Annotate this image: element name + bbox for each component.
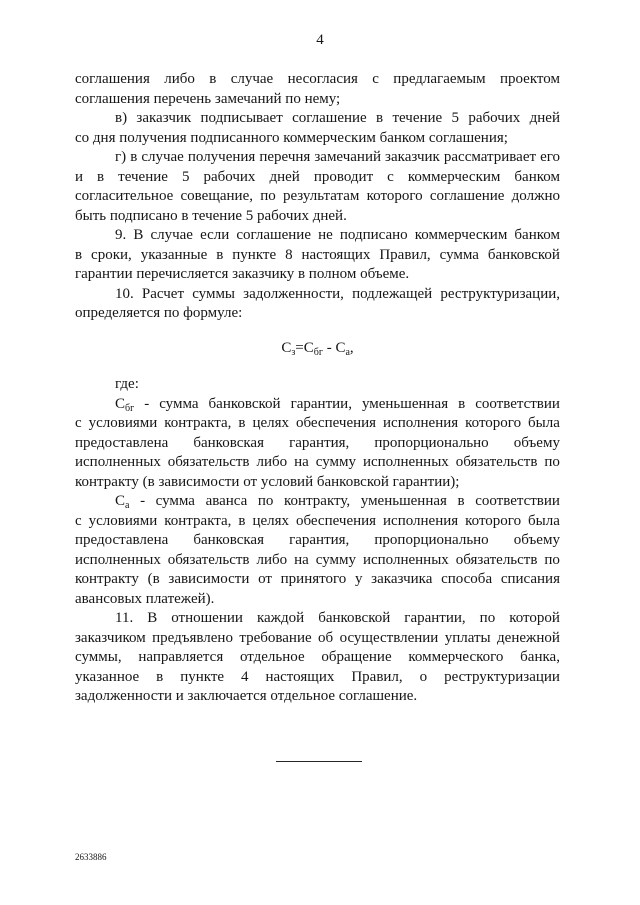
- word: подлежащей: [352, 285, 433, 302]
- word: обязательств: [455, 454, 538, 470]
- word: Правил,: [351, 668, 403, 685]
- word: в: [457, 493, 465, 509]
- word: у: [354, 571, 363, 587]
- word: в: [376, 110, 384, 126]
- word: течение: [118, 168, 168, 185]
- word: заказчик: [385, 149, 440, 165]
- word: по: [260, 188, 276, 204]
- paragraph-item-10: [75, 285, 560, 324]
- word: Правил,: [379, 246, 431, 263]
- word: гарантии,: [290, 395, 352, 412]
- document-id: 2633886: [75, 852, 107, 862]
- word: уменьшенная: [361, 395, 449, 412]
- word: которого: [465, 415, 522, 431]
- word: 10.: [115, 285, 134, 302]
- word: с: [372, 71, 379, 87]
- word: банковской: [487, 246, 560, 263]
- text-line: [75, 473, 560, 493]
- word: исполнения: [383, 512, 459, 529]
- word: была: [528, 512, 560, 529]
- word: контракта,: [164, 512, 232, 529]
- word: гарантия,: [289, 532, 350, 548]
- word: в: [216, 246, 224, 263]
- word: контракту: [75, 571, 139, 587]
- symbol-letter: С: [115, 493, 126, 509]
- word: обеспечения: [295, 512, 377, 529]
- word: указанное: [75, 668, 140, 685]
- word: его: [540, 149, 560, 165]
- word: предоставлена: [75, 532, 169, 548]
- text-line: [75, 551, 560, 571]
- text-line: [75, 434, 560, 454]
- word: о: [419, 668, 428, 685]
- word: сумма: [439, 246, 479, 263]
- text-line: [75, 129, 560, 149]
- paragraph-item-g: [75, 148, 560, 226]
- word: либо: [256, 454, 288, 470]
- word: В: [147, 610, 158, 626]
- page-number: 4: [316, 32, 324, 48]
- word: с: [75, 415, 82, 431]
- word: условиями: [88, 512, 158, 529]
- line-text: авансовых платежей).: [75, 590, 215, 607]
- word: которого: [366, 188, 423, 204]
- symbol-letter: С: [115, 395, 126, 412]
- text-line: [75, 648, 560, 668]
- definition-advance-sum: [75, 492, 560, 609]
- word: в: [209, 71, 217, 87]
- word: соглашения: [75, 71, 150, 87]
- word: по: [544, 551, 560, 568]
- word: соответствии: [475, 493, 560, 509]
- word: сроки,: [91, 246, 132, 263]
- word: с: [75, 512, 82, 529]
- word: уменьшенная: [360, 493, 447, 509]
- word: отдельное: [239, 649, 305, 665]
- text-line: [75, 168, 560, 188]
- formula: [75, 339, 560, 359]
- paragraph-remarks-continuation: [75, 70, 560, 109]
- text-line: [75, 148, 560, 168]
- word: банка,: [520, 649, 560, 665]
- word: подписывает: [200, 110, 283, 126]
- word: по: [544, 454, 560, 470]
- word: исполнения: [383, 415, 459, 431]
- word: дней: [269, 168, 300, 185]
- word: суммы,: [75, 649, 122, 665]
- word: контракта,: [164, 415, 232, 431]
- text-line: [75, 414, 560, 434]
- word: списания: [500, 571, 560, 587]
- word: в): [115, 110, 128, 126]
- word: направляется: [138, 649, 224, 665]
- text-line: [75, 304, 560, 324]
- text-line: [75, 187, 560, 207]
- word: которого: [465, 512, 522, 529]
- word: исполненных: [362, 551, 449, 568]
- line-text: быть подписано в течение 5 рабочих дней.: [75, 207, 347, 224]
- word: 9.: [115, 227, 127, 243]
- word: дней: [529, 110, 560, 126]
- word: сумма: [155, 493, 195, 509]
- word: банком: [514, 227, 560, 243]
- word: была: [528, 415, 560, 431]
- word: совещание,: [180, 188, 253, 204]
- word: которой: [509, 610, 560, 626]
- formula-part: =С: [295, 339, 314, 356]
- word: по: [257, 493, 274, 509]
- word: денежной: [497, 629, 560, 646]
- definition-bank-guarantee-sum: [75, 395, 560, 493]
- word: осуществлении: [339, 629, 439, 646]
- word: рабочих: [468, 110, 521, 126]
- word: в: [130, 149, 138, 165]
- text-line: [75, 629, 560, 649]
- word: на: [294, 454, 309, 470]
- word: пункте: [232, 246, 277, 263]
- word: от: [258, 571, 272, 587]
- word: банковская: [193, 532, 264, 548]
- word: гарантия,: [289, 434, 350, 451]
- word: исполненных: [75, 551, 161, 568]
- word: В: [133, 227, 144, 243]
- text-line: [75, 265, 560, 285]
- formula-subscript: бг: [313, 346, 323, 358]
- word: 8: [285, 246, 293, 263]
- text-line: [75, 226, 560, 246]
- word: предоставлена: [75, 434, 169, 451]
- definition-symbol: [115, 492, 129, 512]
- formula-part: С: [281, 339, 292, 356]
- word: обязательств: [167, 454, 250, 470]
- word: пропорционально: [374, 434, 489, 451]
- word: целях: [252, 415, 290, 431]
- paragraph-item-v: [75, 109, 560, 148]
- word: каждой: [256, 610, 305, 626]
- formula-part: ,: [349, 339, 354, 356]
- word: результатам: [282, 188, 360, 204]
- word: в: [238, 415, 246, 431]
- word: пункте: [180, 668, 225, 685]
- line-text: соглашения перечень замечаний по нему;: [75, 90, 341, 107]
- word: указанные: [140, 246, 208, 263]
- word: об: [318, 629, 334, 646]
- line-text: задолженности и заключается отдельное соглашение.: [75, 688, 418, 704]
- word: требование: [239, 629, 312, 646]
- word: коммерческого: [408, 649, 504, 665]
- text-line: [75, 70, 560, 90]
- word: 5: [181, 168, 190, 185]
- word: -: [140, 493, 146, 509]
- definition-symbol: [115, 395, 134, 415]
- word: банком: [514, 168, 560, 185]
- word: способа: [441, 571, 493, 587]
- text-line: [75, 90, 560, 110]
- word: (в: [147, 571, 160, 587]
- word: в: [238, 512, 246, 529]
- word: перечня: [259, 149, 311, 165]
- word: -: [144, 395, 150, 412]
- word: исполненных: [362, 454, 449, 470]
- word: реструктуризации: [444, 668, 560, 685]
- word: согласительное: [75, 188, 174, 204]
- word: должно: [511, 188, 560, 204]
- word: 4: [241, 668, 249, 685]
- word: суммы: [192, 285, 236, 302]
- paragraph-item-11: [75, 609, 560, 707]
- word: в: [97, 168, 105, 185]
- text-line: [75, 668, 560, 688]
- word: в: [75, 246, 83, 263]
- word: рассматривает: [443, 149, 537, 165]
- word: соглашение: [429, 188, 505, 204]
- word: 5: [451, 110, 460, 126]
- word: либо: [164, 71, 195, 87]
- word: проектом: [499, 71, 560, 87]
- word: сумма: [159, 395, 199, 412]
- word: предлагаемым: [393, 71, 486, 87]
- formula-part: - С: [322, 339, 346, 356]
- word: обращение: [321, 649, 392, 665]
- word: в: [458, 395, 466, 412]
- word: гарантии,: [404, 610, 466, 626]
- word: не: [318, 227, 333, 243]
- word: если: [200, 227, 230, 243]
- word: предъявлено: [152, 629, 233, 646]
- word: уплаты: [444, 629, 491, 646]
- where-label: где:: [115, 376, 139, 392]
- word: заказчиком: [75, 629, 146, 646]
- text-line: [75, 609, 560, 629]
- word: по: [479, 610, 496, 626]
- word: сумму: [315, 454, 356, 470]
- word: контракту,: [284, 493, 351, 509]
- symbol-subscript: а: [125, 500, 130, 511]
- word: объему: [513, 434, 560, 451]
- line-text: со дня получения подписанного коммерческим банком соглашения;: [75, 129, 508, 146]
- word: заказчик: [136, 110, 192, 126]
- text-line: [75, 246, 560, 266]
- text-line: [75, 395, 560, 415]
- word: на: [294, 551, 309, 568]
- word: условиями: [88, 415, 158, 431]
- word: целях: [252, 512, 290, 529]
- word: Расчет: [141, 285, 185, 302]
- line-text: контракту (в зависимости от условий банковской гарантии);: [75, 473, 460, 490]
- word: банковская: [193, 434, 264, 451]
- word: течение: [392, 110, 443, 126]
- word: обеспечения: [295, 415, 377, 431]
- word: рабочих: [203, 168, 256, 185]
- word: случае: [150, 227, 193, 243]
- word: проводит: [313, 168, 374, 185]
- text-line: [75, 207, 560, 227]
- text-line: [75, 531, 560, 551]
- word: настоящих: [265, 668, 335, 685]
- word: заказчика: [371, 571, 433, 587]
- text-line: [75, 109, 560, 129]
- text-line: [75, 285, 560, 305]
- word: реструктуризации,: [440, 285, 560, 302]
- text-line: [75, 492, 560, 512]
- word: соглашение: [292, 110, 367, 126]
- word: зависимости: [168, 571, 250, 587]
- word: соглашение: [236, 227, 311, 243]
- word: задолженности,: [243, 285, 344, 302]
- word: пропорционально: [374, 532, 489, 548]
- word: коммерческим: [407, 168, 501, 185]
- word: аванса: [205, 493, 248, 509]
- text-line: [75, 590, 560, 610]
- symbol-subscript: бг: [125, 402, 135, 414]
- word: случае: [141, 149, 184, 165]
- word: 11.: [115, 610, 134, 626]
- formula-subscript: а: [345, 346, 350, 358]
- word: г): [115, 149, 127, 165]
- text-line: [75, 570, 560, 590]
- word: отношении: [171, 610, 243, 626]
- word: банковской: [318, 610, 391, 626]
- text-line: [75, 512, 560, 532]
- word: подписано: [339, 227, 408, 243]
- word: либо: [256, 551, 288, 568]
- word: обязательств: [167, 551, 250, 568]
- word: соответствии: [475, 395, 560, 412]
- word: коммерческим: [414, 227, 508, 243]
- word: объему: [513, 532, 560, 548]
- document-body: [75, 70, 560, 707]
- text-line: [75, 687, 560, 707]
- paragraph-item-9: [75, 226, 560, 285]
- word: обязательств: [455, 551, 538, 568]
- word: в: [156, 668, 164, 685]
- word: настоящих: [301, 246, 371, 263]
- formula-subscript: з: [291, 346, 296, 358]
- word: сумму: [315, 551, 356, 568]
- word: несогласия: [287, 71, 358, 87]
- word: случае: [230, 71, 274, 87]
- word: замечаний: [314, 149, 382, 165]
- word: принятого: [280, 571, 347, 587]
- line-text: определяется по формуле:: [75, 305, 243, 321]
- word: с: [387, 168, 394, 185]
- word: исполненных: [75, 454, 161, 470]
- line-text: гарантии перечисляется заказчику в полном объеме.: [75, 266, 410, 282]
- word: и: [75, 168, 84, 185]
- text-line: [75, 453, 560, 473]
- word: получения: [187, 149, 256, 165]
- word: банковской: [208, 395, 281, 412]
- end-separator-line: [276, 761, 362, 762]
